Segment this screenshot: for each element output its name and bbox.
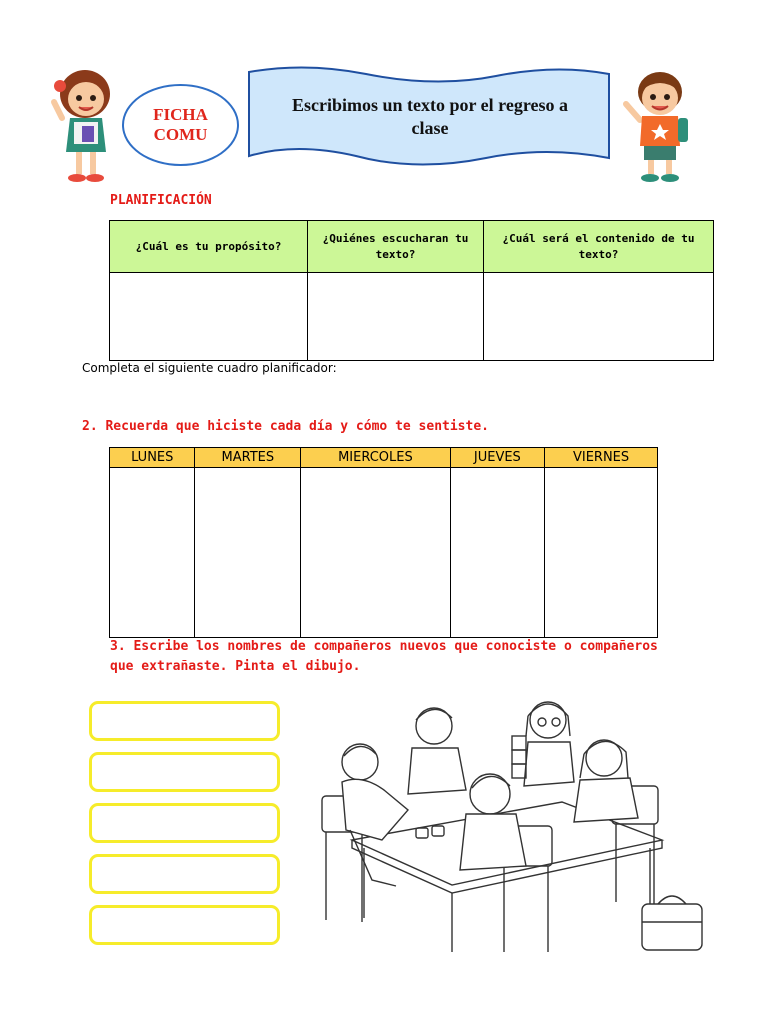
- week-header-row: [110, 448, 658, 468]
- name-box-2[interactable]: [89, 752, 280, 792]
- children-coloring-drawing: [312, 690, 716, 960]
- header-contenido: ¿Cuál será el contenido de tu texto?: [484, 221, 714, 273]
- name-box-4[interactable]: [89, 854, 280, 894]
- header-proposito: ¿Cuál es tu propósito?: [110, 221, 308, 273]
- planificacion-heading: PLANIFICACIÓN: [110, 193, 212, 208]
- name-box-3[interactable]: [89, 803, 280, 843]
- planning-answer-row: [110, 273, 714, 361]
- week-answer-row: [110, 468, 658, 638]
- viernes-cell[interactable]: [545, 468, 658, 638]
- ficha-label: FICHA: [153, 105, 208, 125]
- planning-table: [109, 220, 714, 361]
- title-line-1: Escribimos un texto por el regreso a: [292, 95, 568, 115]
- answer-quienes-cell[interactable]: [308, 273, 484, 361]
- girl-illustration: [48, 66, 123, 184]
- escribe-heading: 3. Escribe los nombres de compañeros nuevos que conociste o compañeros que extrañaste. Pinta el dibujo.: [110, 639, 658, 675]
- lunes-cell[interactable]: [110, 468, 195, 638]
- answer-proposito-cell[interactable]: [110, 273, 308, 361]
- day-miercoles: MIERCOLES: [301, 448, 450, 468]
- ficha-comu-badge: [122, 84, 239, 166]
- day-martes: MARTES: [195, 448, 301, 468]
- planning-header-row: [110, 221, 714, 273]
- boy-illustration: [620, 66, 700, 184]
- miercoles-cell[interactable]: [301, 468, 450, 638]
- day-viernes: VIERNES: [545, 448, 658, 468]
- week-table: [109, 447, 658, 638]
- jueves-cell[interactable]: [450, 468, 545, 638]
- recuerda-heading: 2. Recuerda que hiciste cada día y cómo te sentiste.: [82, 419, 489, 434]
- day-lunes: LUNES: [110, 448, 195, 468]
- header-quienes: ¿Quiénes escucharan tu texto?: [308, 221, 484, 273]
- planificador-instruction: Completa el siguiente cuadro planificador:: [82, 361, 337, 375]
- comu-label: COMU: [153, 125, 208, 144]
- martes-cell[interactable]: [195, 468, 301, 638]
- name-box-5[interactable]: [89, 905, 280, 945]
- title-line-2: clase: [411, 117, 449, 138]
- worksheet-title: [262, 94, 598, 139]
- name-box-1[interactable]: [89, 701, 280, 741]
- day-jueves: JUEVES: [450, 448, 545, 468]
- answer-contenido-cell[interactable]: [484, 273, 714, 361]
